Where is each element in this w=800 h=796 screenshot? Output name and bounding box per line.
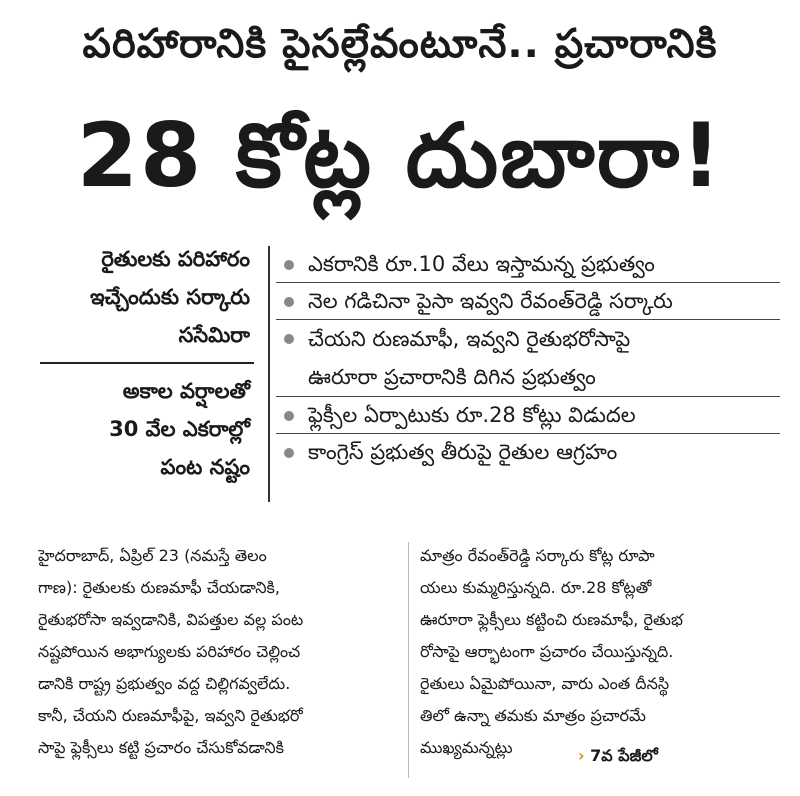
vertical-divider	[268, 246, 270, 502]
sidebar-line: పంట నష్టం	[160, 455, 250, 479]
bullet-text: నెల గడిచినా పైసా ఇవ్వని రేవంత్‌రెడ్డి సర్కారు	[308, 289, 673, 313]
article-line: రైతులు ఏమైపోయినా, వారు ఎంత దీనస్థి	[420, 674, 670, 693]
column-divider	[408, 542, 409, 778]
bullet-item	[276, 283, 780, 320]
continued-label: 7వ పేజీలో	[590, 746, 658, 765]
bullet-item	[276, 320, 780, 397]
article-line: మాత్రం రేవంత్‌రెడ్డి సర్కారు కోట్ల రూపా	[420, 546, 655, 565]
main-headline: 28 కోట్ల దుబారా!	[76, 104, 724, 207]
article-column-1	[38, 540, 400, 764]
sidebar-divider	[40, 362, 254, 364]
sidebar-line: ఇచ్చేందుకు సర్కారు	[90, 285, 250, 309]
bullet-item	[276, 434, 780, 470]
bullet-text: కాంగ్రెస్ ప్రభుత్వ తీరుపై రైతుల ఆగ్రహం	[308, 440, 618, 464]
bullet-dot-icon	[284, 411, 294, 421]
sidebar-block-1	[40, 240, 254, 354]
article-line: ఊరూరా ఫ్లెక్సీలు కట్టించి రుణమాఫీ, రైతుభ	[420, 610, 683, 629]
article-line: యలు కుమ్మరిస్తున్నది. రూ.28 కోట్లతో	[420, 578, 652, 597]
sidebar-highlights	[40, 240, 254, 502]
bullet-text: చేయని రుణమాఫీ, ఇవ్వని రైతుభరోసాపై	[308, 327, 631, 351]
kicker-headline: పరిహారానికి పైసల్లేవంటూనే.. ప్రచారానికి	[82, 21, 718, 67]
chevron-right-icon: ›	[578, 746, 585, 765]
sidebar-line: అకాల వర్షాలతో	[122, 379, 250, 403]
continued-on-page	[578, 746, 658, 769]
bullet-dot-icon	[284, 448, 294, 458]
article-line: రైతుభరోసా ఇవ్వడానికి, విపత్తుల వల్ల పంట	[38, 610, 304, 629]
sidebar-line: 30 వేల ఎకరాల్లో	[109, 417, 250, 441]
bullet-dot-icon	[284, 334, 294, 344]
bullet-item	[276, 397, 780, 434]
article-line: తిలో ఉన్నా తమకు మాత్రం ప్రచారమే	[420, 706, 646, 725]
article-line: నష్టపోయిన అభాగ్యులకు పరిహారం చెల్లించ	[38, 642, 301, 661]
article-line: రోసాపై ఆర్భాటంగా ప్రచారం చేయిస్తున్నది.	[420, 642, 674, 661]
bullet-text: ఫ్లెక్సీల ఏర్పాటుకు రూ.28 కోట్లు విడుదల	[308, 403, 636, 427]
article-line: ముఖ్యమన్నట్లు	[420, 738, 513, 757]
bullet-item	[276, 246, 780, 283]
bullet-list	[276, 246, 780, 516]
bullet-dot-icon	[284, 297, 294, 307]
bullet-text: ఎకరానికి రూ.10 వేలు ఇస్తామన్న ప్రభుత్వం	[308, 252, 655, 276]
article-column-2	[420, 540, 778, 764]
article-line: కానీ, చేయని రుణమాఫీపై, ఇవ్వని రైతుభరో	[38, 706, 303, 725]
sidebar-line: ససేమిరా	[178, 323, 250, 347]
sidebar-block-2	[40, 372, 254, 486]
bullet-dot-icon	[284, 260, 294, 270]
bullet-text: ఊరూరా ప్రచారానికి దిగిన ప్రభుత్వం	[308, 365, 596, 389]
article-line: హైదరాబాద్, ఏప్రిల్ 23 (నమస్తే తెలం	[38, 546, 267, 565]
article-line: గాణ): రైతులకు రుణమాఫీ చేయడానికి,	[38, 578, 280, 597]
article-line: సాపై ఫ్లెక్సీలు కట్టి ప్రచారం చేసుకోవడానికి	[38, 738, 284, 757]
article-line: డానికి రాష్ట్ర ప్రభుత్వం వద్ద చిల్లిగవ్వలేదు.	[38, 674, 291, 693]
sidebar-line: రైతులకు పరిహారం	[101, 247, 250, 271]
